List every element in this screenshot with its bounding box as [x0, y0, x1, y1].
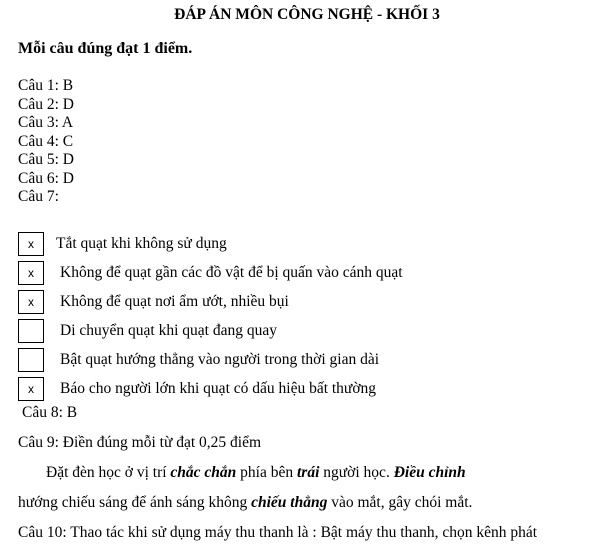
- checkbox[interactable]: [18, 319, 44, 343]
- answer-q1: Câu 1: B: [18, 77, 74, 94]
- checkbox[interactable]: x: [18, 261, 44, 285]
- fill-in-word: trái: [297, 464, 320, 481]
- scoring-note: Mỗi câu đúng đạt 1 điểm.: [18, 40, 193, 57]
- checklist-item-text: Báo cho người lớn khi quạt có dấu hiệu bất thường: [60, 379, 377, 397]
- answer-q8: Câu 8: B: [22, 404, 78, 421]
- answer-list: [18, 77, 74, 207]
- checkbox[interactable]: [18, 348, 44, 372]
- answer-q4: Câu 4: C: [18, 132, 74, 150]
- fill-in-word: chiếu thẳng: [251, 494, 328, 511]
- answer-q3: Câu 3: A: [18, 114, 74, 131]
- checklist-item: [18, 316, 403, 345]
- text-segment: vào mắt, gây chói mắt.: [327, 494, 473, 511]
- checklist-item-text: Di chuyển quạt khi quạt đang quay: [60, 321, 277, 339]
- checklist-item-text: Không để quạt gần các đồ vật để bị quấn vào cánh quạt: [60, 263, 403, 281]
- checklist-item: [18, 229, 403, 258]
- checkbox[interactable]: x: [18, 377, 44, 401]
- q9-paragraph-line-2: [18, 494, 472, 512]
- q7-checklist: [18, 229, 403, 403]
- checklist-item-text: Tắt quạt khi không sử dụng: [56, 234, 227, 252]
- answer-q10: Câu 10: Thao tác khi sử dụng máy thu thanh là : Bật máy thu thanh, chọn kênh phát: [18, 524, 538, 541]
- text-segment: phía bên: [236, 464, 297, 481]
- answer-q9-heading: Câu 9: Điền đúng mỗi từ đạt 0,25 điểm: [18, 434, 262, 451]
- fill-in-word: Điều chỉnh: [393, 464, 466, 481]
- checklist-item: [18, 258, 403, 287]
- fill-in-word: chắc chắn: [170, 464, 237, 481]
- text-segment: người học.: [319, 464, 394, 481]
- checklist-item: [18, 345, 403, 374]
- checklist-item: [18, 374, 403, 403]
- answer-q6: Câu 6: D: [18, 169, 74, 187]
- document-title: ĐÁP ÁN MÔN CÔNG NGHỆ - KHỐI 3: [174, 6, 440, 23]
- text-segment: Đặt đèn học ở vị trí: [46, 464, 171, 481]
- answer-q5: Câu 5: D: [18, 151, 74, 168]
- q9-paragraph-line-1: [46, 464, 466, 482]
- checklist-item: [18, 287, 403, 316]
- answer-q2: Câu 2: D: [18, 95, 74, 113]
- checkbox[interactable]: x: [18, 232, 44, 256]
- answer-q7-label: Câu 7:: [18, 188, 59, 205]
- checklist-item-text: Không để quạt nơi ẩm ướt, nhiều bụi: [60, 292, 289, 310]
- checkbox[interactable]: x: [18, 290, 44, 314]
- text-segment: hướng chiếu sáng để ánh sáng không: [18, 494, 252, 511]
- checklist-item-text: Bật quạt hướng thẳng vào người trong thời gian dài: [60, 350, 380, 368]
